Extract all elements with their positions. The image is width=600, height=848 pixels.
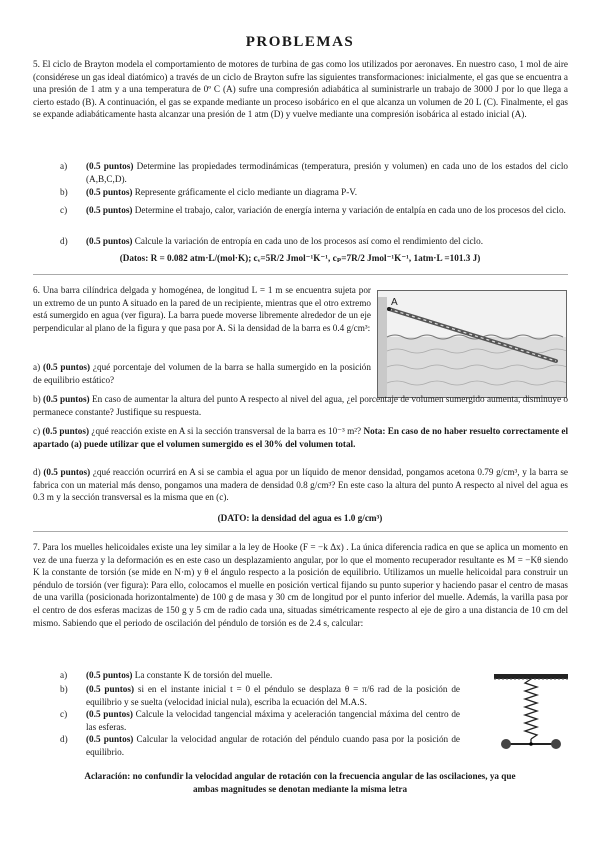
item-points: (0.5 puntos) [86,205,133,215]
section-divider [33,531,568,532]
item-text: Calcule la velocidad tangencial máxima y aceleración tangencial máxima del centro de las esferas. [86,709,460,732]
item-text: Calcular la velocidad angular de rotación del péndulo cuando pasa por la posición de equilibrio. [86,734,460,757]
item-text: Determine las propiedades termodinámicas (temperatura, presión y volumen) en cada uno de los estados del ciclo (A,B,C,D). [86,161,568,184]
rod-figure-drawing [378,291,566,397]
sphere-right [551,739,561,749]
section-divider [33,274,568,275]
item-points: (0.5 puntos) [43,362,91,372]
item-points: (0.5 puntos) [86,709,133,719]
item-label: d) [60,236,68,246]
item-text: si en el instante inicial t = 0 el péndulo se desplaza θ = π/6 rad de la posición de equilibrio y se suelta (velocidad inicial nula), escriba la ecuación del M.A.S. [86,684,460,707]
ceiling-support [494,674,568,679]
item-label: d) [60,734,68,744]
item-points: (0.5 puntos) [42,426,90,436]
rod-center [529,742,533,746]
container-wall [378,297,387,397]
item-points: (0.5 puntos) [86,236,133,246]
pivot-label: A [391,297,398,308]
item-text: ¿qué porcentaje del volumen de la barra se halla sumergido en la posición de equilibrio estático? [33,362,371,385]
item-points: (0.5 puntos) [43,467,91,477]
water-region [387,337,566,397]
item-label: c) [33,426,41,436]
item-label: a) [33,362,41,372]
item-label: c) [60,205,68,215]
item-label: a) [60,161,68,171]
item-points: (0.5 puntos) [86,734,134,744]
item-points: (0.5 puntos) [43,394,90,404]
helical-spring [525,679,537,739]
item-points: (0.5 puntos) [86,187,133,197]
item-points: (0.5 puntos) [86,670,133,680]
problem-6-item-c [33,425,568,450]
item-label: b) [60,187,68,197]
sphere-left [501,739,511,749]
item-label: d) [33,467,41,477]
page-title: PROBLEMAS [245,34,355,50]
problem-6-item-d [33,466,568,504]
item-text: ¿qué reacción ocurrirá en A si se cambia el agua por un líquido de menor densidad, pongamos acetona 0.79 g/cm³, y la barra se fabrica con un material más denso, pongamos una madera de densidad 0.8 g/cm³? En este caso la altura del punto A respecto al nivel del agua es 0.3 m y la sección transversal es la misma que en (c). [33,467,569,503]
item-label: c) [60,709,68,719]
problem-7-statement: 7. Para los muelles helicoidales existe una ley similar a la ley de Hooke (F = −k Δx) . La única diferencia radica en que se aplica un momento en vez de una fuerza y la deformación es en este caso un desplazamiento angular, por lo que el momento recuperador resultante es M = −Kθ siendo K la constante de torsión (se mide en N·m) y θ el ángulo respecto a la posición de equilibrio. Utilizamos un muelle helicoidal para construir un péndulo de torsión (ver figura): Para ello, colocamos el muelle en posición vertical fijando su punto superior y haciendo pasar el centro de masas de una varilla (posicionada horizontalmente) de 100 g de masa y 30 cm de longitud por el punto inferior del muelle. Además, la varilla pasa por el centro de dos esferas macizas de 150 g y 5 cm de radio cada una, situadas simétricamente respecto al eje de giro a una distancia de 10 cm del mismo. Sabiendo que el periodo de oscilación del péndulo de torsión es de 2.4 s, calcular: [33,542,568,628]
item-text: La constante K de torsión del muelle. [132,670,273,680]
item-text: Represente gráficamente el ciclo mediante un diagrama P-V. [132,187,358,197]
item-note: Nota: En caso de no haber resuelto correctamente el apartado (a) puede utilizar que el volumen sumergido es el 30% del volumen total. [33,426,569,449]
item-label: b) [60,684,68,694]
problem-5-data: (Datos: R = 0.082 atm·L/(mol·K); cᵥ=5R/2 Jmol⁻¹K⁻¹, cₚ=7R/2 Jmol⁻¹K⁻¹, 1atm·L =101.3 J) [119,253,481,263]
item-points: (0.5 puntos) [86,684,135,694]
torsion-pendulum-figure [492,672,570,754]
item-label: a) [60,670,68,680]
problem-6-statement: 6. Una barra cilíndrica delgada y homogénea, de longitud L = 1 m se encuentra sujeta por un extremo de un punto A situado en la pared de un recipiente, mientras que el otro extremo está sumergido en agua (ver figura). La barra puede moverse libremente alrededor de un eje perpendicular al plano de la figura y que pasa por A. Si la densidad de la barra es 0.4 g/cm³: [33,285,371,333]
rod-in-water-figure [377,290,567,398]
problem-6-item-a [33,361,371,386]
item-points: (0.5 puntos) [86,161,134,171]
item-text: ¿qué reacción existe en A si la sección transversal de la barra es 10⁻³ m²? [89,426,364,436]
problem-6-data: (DATO: la densidad del agua es 1.0 g/cm³) [217,513,383,523]
item-label: b) [33,394,41,404]
item-text: Determine el trabajo, calor, variación de energía interna y variación de entalpía en cada uno de los procesos del ciclo. [132,205,566,215]
problem-5-statement: 5. El ciclo de Brayton modela el comportamiento de motores de turbina de gas como los utilizados por aeronaves. En nuestro caso, 1 mol de aire (considérese un gas ideal diatómico) a través de un ciclo de Brayton sufre las siguientes transformaciones: inicialmente, el gas que se encuentra a una presión de 1 atm y a una temperatura de 0º C (A) sufre una compresión adiabática al suministrarle un trabajo de 3000 J por lo que llega a cierto estado (B). A continuación, el gas se expande mediante un proceso isobárico en el que alcanza un volumen de 20 L (C). Finalmente, el gas se expande adiabáticamente hasta alcanzar una presión de 1 atm (D) y vuelve mediante una compresión isobárica al estado inicial (A). [33,59,568,120]
clarification-note: Aclaración: no confundir la velocidad angular de rotación con la frecuencia angular de las oscilaciones, ya que ambas magnitudes se denotan mediante la misma letra [84,771,516,794]
problem-6-item-b [33,393,568,418]
item-text: Calcule la variación de entropía en cada uno de los procesos así como el rendimiento del ciclo. [132,236,483,246]
item-text: En caso de aumentar la altura del punto A respecto al nivel del agua, ¿el porcentaje de volumen sumergido aumenta, disminuye o permanece constante? Justifique su respuesta. [33,394,569,417]
